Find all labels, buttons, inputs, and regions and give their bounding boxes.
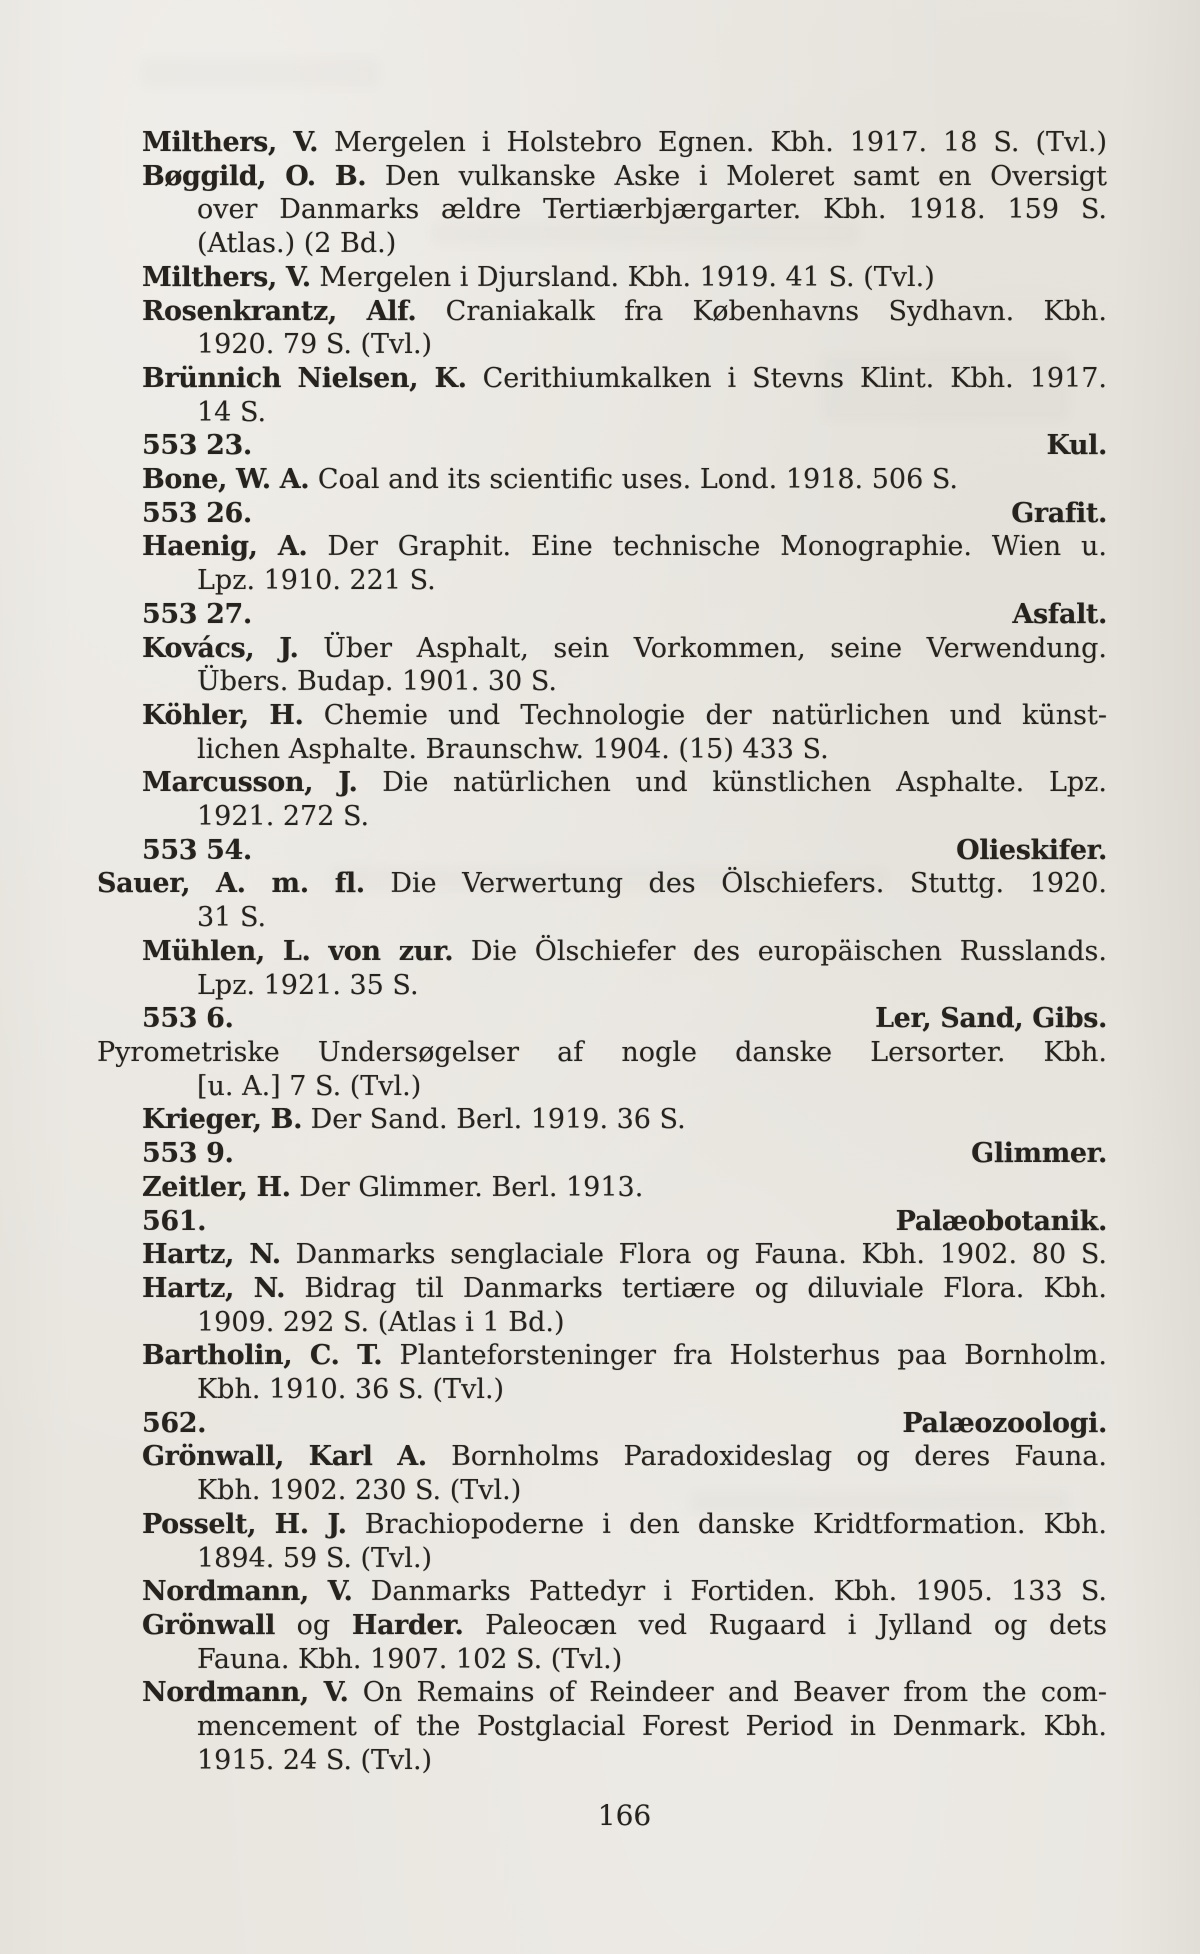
bib-line — [142, 1609, 1107, 1643]
entry-text: 1915. 24 S. (Tvl.) — [197, 1744, 433, 1776]
entry-text: On Remains of Reindeer and Beaver from the com- — [348, 1677, 1107, 1709]
section-title: Ler, Sand, Gibs. — [875, 1003, 1107, 1035]
entry-text: 1921. 272 S. — [197, 801, 370, 833]
entry-text: Cerithiumkalken i Stevns Klint. Kbh. 1917. — [466, 362, 1108, 394]
entry-text: og — [274, 1609, 352, 1641]
entry-text: 1920. 79 S. (Tvl.) — [197, 329, 433, 361]
entry-text: Planteforsteninger fra Holsterhus paa Bornholm. — [382, 1340, 1107, 1372]
bib-line — [142, 800, 1107, 834]
section-heading — [142, 598, 1107, 632]
author-name: Rosenkrantz, Alf. — [142, 295, 417, 327]
bib-line — [142, 564, 1107, 598]
bib-line — [142, 1306, 1107, 1340]
bib-line — [142, 1440, 1107, 1474]
section-title: Asfalt. — [1012, 598, 1107, 630]
entry-text: Über Asphalt, sein Vorkommen, seine Verwendung. — [298, 632, 1107, 664]
bib-line — [142, 328, 1107, 362]
entry-text: Kbh. 1902. 230 S. (Tvl.) — [197, 1475, 522, 1507]
entry-text: 31 S. — [197, 902, 267, 934]
section-number: 553 26. — [142, 497, 252, 529]
author-name: Kovács, J. — [142, 632, 299, 664]
page-number: 166 — [597, 1799, 652, 1832]
author-name: Nordmann, V. — [142, 1576, 353, 1608]
author-name: Hartz, N. — [142, 1272, 286, 1304]
section-heading — [142, 1205, 1107, 1239]
entry-text: Die Verwertung des Ölschiefers. Stuttg. 1920. — [364, 868, 1107, 900]
bib-line — [142, 766, 1107, 800]
bib-line — [142, 969, 1107, 1003]
bib-line — [142, 1238, 1107, 1272]
author-name: Mühlen, L. von zur. — [142, 935, 454, 967]
section-number: 553 6. — [142, 1003, 234, 1035]
bib-line — [142, 160, 1107, 194]
bib-line — [142, 227, 1107, 261]
bib-line — [97, 1036, 1107, 1070]
section-number: 561. — [142, 1205, 207, 1237]
bib-line — [142, 530, 1107, 564]
bib-line — [142, 1643, 1107, 1677]
section-heading — [142, 1002, 1107, 1036]
section-title: Palæobotanik. — [895, 1205, 1107, 1237]
author-name: Köhler, H. — [142, 699, 304, 731]
section-number: 553 9. — [142, 1138, 234, 1170]
bib-line — [142, 1542, 1107, 1576]
bib-line — [142, 1710, 1107, 1744]
entry-text: Brachiopoderne i den danske Kridtformation. Kbh. — [346, 1508, 1107, 1540]
section-heading — [142, 497, 1107, 531]
bib-line — [142, 261, 1107, 295]
entry-text: 1909. 292 S. (Atlas i 1 Bd.) — [197, 1306, 565, 1338]
author-name: Grönwall — [142, 1609, 275, 1641]
section-number: 553 23. — [142, 430, 252, 462]
entry-text: Fauna. Kbh. 1907. 102 S. (Tvl.) — [197, 1643, 623, 1675]
entry-text: [u. A.] 7 S. (Tvl.) — [197, 1070, 422, 1102]
bib-line — [142, 1272, 1107, 1306]
bib-line — [142, 396, 1107, 430]
entry-text: Danmarks Pattedyr i Fortiden. Kbh. 1905. 133 S. — [352, 1576, 1107, 1608]
bib-line — [97, 867, 1107, 901]
entry-text: Chemie und Technologie der natürlichen und künst- — [303, 699, 1107, 731]
entry-text: Paleocæn ved Rugaard i Jylland og dets — [463, 1609, 1107, 1641]
bibliography-text-block — [97, 126, 1108, 1777]
author-name: Harder. — [351, 1609, 464, 1641]
entry-text: (Atlas.) (2 Bd.) — [197, 228, 397, 260]
author-name: Zeitler, H. — [142, 1171, 291, 1203]
entry-text: Lpz. 1921. 35 S. — [197, 969, 419, 1001]
author-name: Posselt, H. J. — [142, 1508, 347, 1540]
bib-line — [142, 463, 1107, 497]
entry-text: Die natürlichen und künstlichen Asphalte. Lpz. — [357, 767, 1107, 799]
author-name: Haenig, A. — [142, 531, 308, 563]
section-heading — [142, 1407, 1107, 1441]
author-name: Krieger, B. — [142, 1104, 303, 1136]
entry-text: Den vulkanske Aske i Moleret samt en Oversigt — [366, 160, 1108, 192]
entry-text: Mergelen i Djursland. Kbh. 1919. 41 S. (Tvl.) — [310, 261, 935, 293]
entry-text: 14 S. — [197, 396, 267, 428]
bib-line — [142, 935, 1107, 969]
section-title: Glimmer. — [971, 1138, 1107, 1170]
entry-text: Danmarks senglaciale Flora og Fauna. Kbh. 1902. 80 S. — [280, 1239, 1107, 1271]
section-title: Grafit. — [1011, 497, 1107, 529]
bib-line — [142, 1676, 1107, 1710]
author-name: Brünnich Nielsen, K. — [142, 362, 467, 394]
entry-text: over Danmarks ældre Tertiærbjærgarter. Kbh. 1918. 159 S. — [197, 194, 1107, 226]
entry-text: mencement of the Postglacial Forest Period in Denmark. Kbh. — [197, 1711, 1107, 1743]
bib-line — [142, 699, 1107, 733]
bib-line — [142, 733, 1107, 767]
bib-line — [142, 1373, 1107, 1407]
bib-line — [142, 1103, 1107, 1137]
entry-text: Die Ölschiefer des europäischen Russlands. — [453, 935, 1107, 967]
author-name: Milthers, V. — [142, 127, 319, 158]
entry-text: Craniakalk fra Københavns Sydhavn. Kbh. — [416, 295, 1107, 327]
section-number: 562. — [142, 1407, 207, 1439]
section-number: 553 54. — [142, 834, 252, 866]
author-name: Marcusson, J. — [142, 767, 358, 799]
section-title: Olieskifer. — [956, 834, 1107, 866]
bib-line — [142, 1070, 1107, 1104]
bib-line — [142, 1575, 1107, 1609]
section-heading — [142, 1137, 1107, 1171]
entry-text: Der Glimmer. Berl. 1913. — [290, 1171, 644, 1203]
entry-text: Bornholms Paradoxideslag og deres Fauna. — [426, 1441, 1107, 1473]
entry-text: lichen Asphalte. Braunschw. 1904. (15) 433 S. — [197, 733, 829, 765]
entry-text: Der Graphit. Eine technische Monographie. Wien u. — [307, 531, 1107, 563]
author-name: Bøggild, O. B. — [142, 160, 367, 192]
author-name: Milthers, V. — [142, 261, 311, 293]
bleedthrough-artifact — [140, 58, 380, 88]
entry-text: Bidrag til Danmarks tertiære og diluviale Flora. Kbh. — [285, 1272, 1107, 1304]
bib-line — [142, 901, 1107, 935]
entry-text: 1894. 59 S. (Tvl.) — [197, 1542, 433, 1574]
bib-line — [142, 193, 1107, 227]
author-name: Nordmann, V. — [142, 1677, 349, 1709]
bib-line — [142, 1474, 1107, 1508]
entry-text: Der Sand. Berl. 1919. 36 S. — [302, 1104, 686, 1136]
entry-text: Lpz. 1910. 221 S. — [197, 565, 436, 597]
bib-line — [142, 1508, 1107, 1542]
bib-line — [142, 1171, 1107, 1205]
bib-line — [142, 1339, 1107, 1373]
bib-line — [142, 632, 1107, 666]
entry-text: Pyrometriske Undersøgelser af nogle danske Lersorter. Kbh. — [97, 1036, 1107, 1068]
bib-line — [142, 665, 1107, 699]
section-heading — [142, 429, 1107, 463]
entry-text: Mergelen i Holstebro Egnen. Kbh. 1917. 18 S. (Tvl.) — [318, 127, 1107, 158]
entry-text: Kbh. 1910. 36 S. (Tvl.) — [197, 1374, 505, 1406]
bib-line — [142, 1744, 1107, 1778]
author-name: Bartholin, C. T. — [142, 1340, 383, 1372]
author-name: Grönwall, Karl A. — [142, 1441, 427, 1473]
author-name: Hartz, N. — [142, 1239, 281, 1271]
section-title: Palæozoologi. — [902, 1407, 1107, 1439]
bib-line — [142, 126, 1107, 160]
section-number: 553 27. — [142, 598, 252, 630]
bib-line — [142, 362, 1107, 396]
author-name: Sauer, A. m. fl. — [97, 868, 365, 900]
bib-line — [142, 295, 1107, 329]
author-name: Bone, W. A. — [142, 464, 310, 496]
section-heading — [142, 834, 1107, 868]
entry-text: Coal and its scientific uses. Lond. 1918. 506 S. — [309, 464, 958, 496]
entry-text: Übers. Budap. 1901. 30 S. — [197, 666, 557, 698]
section-title: Kul. — [1046, 430, 1107, 462]
